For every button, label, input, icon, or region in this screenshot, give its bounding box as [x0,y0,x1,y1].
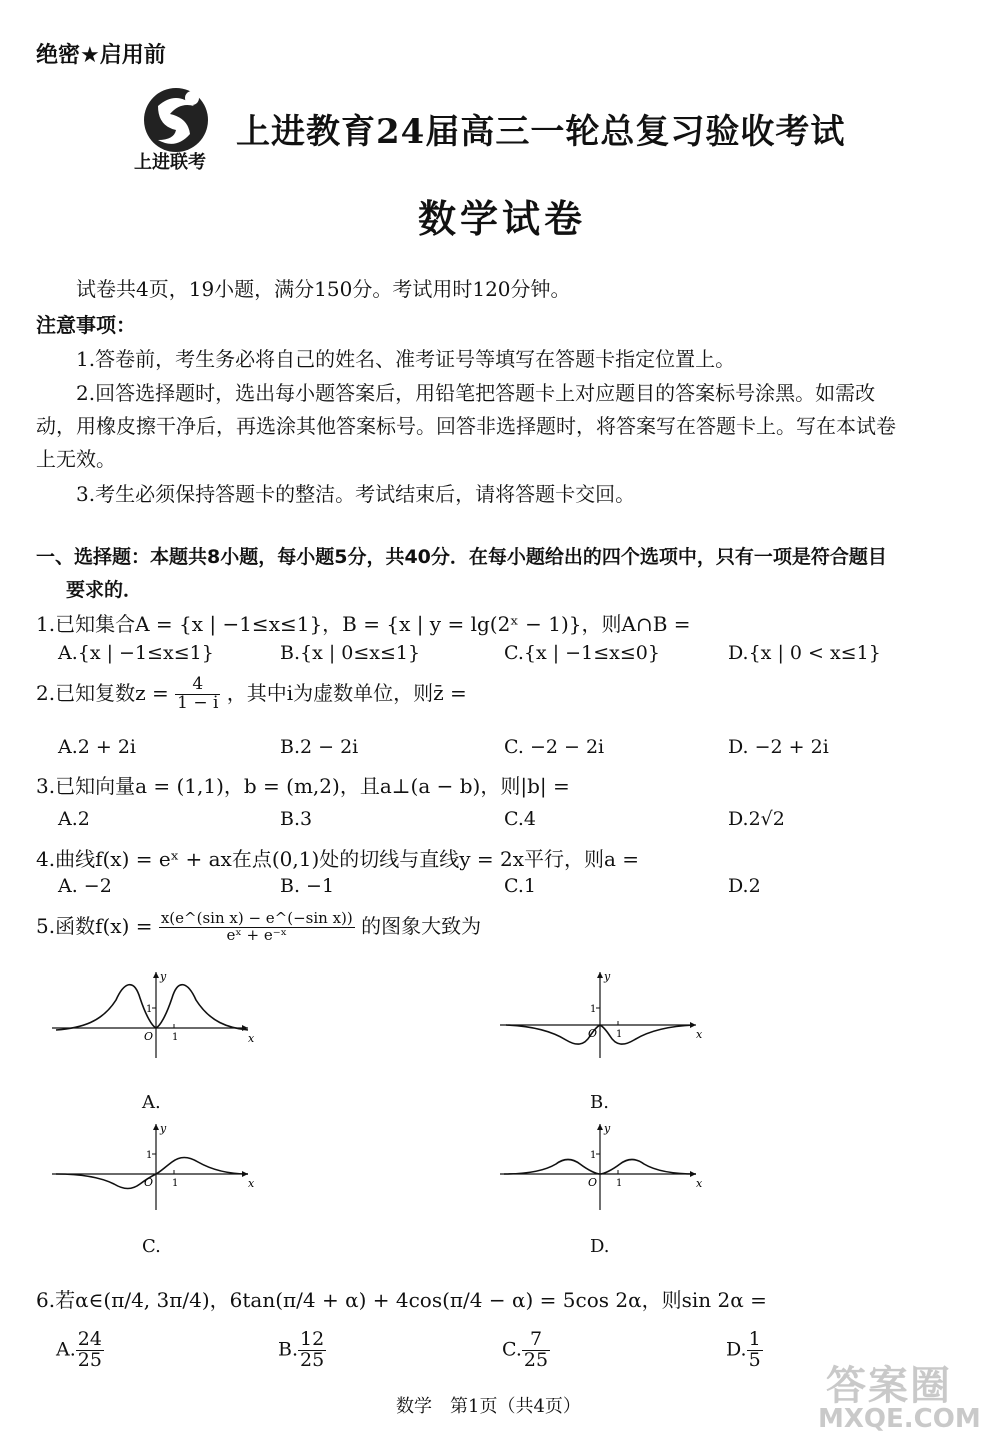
graph-y-label: y [604,1122,611,1135]
q6-option-d: D. $\frac{1}{5}$ [726,1328,761,1371]
notice-item-1: 1.答卷前，考生务必将自己的姓名、准考证号等填写在答题卡指定位置上。 [76,347,736,371]
graph-tick-y: 1 [590,1150,597,1161]
question-3-stem: 3.已知向量a = (1,1)，b = (m,2)，且a⊥(a − b)，则|b| = [36,774,570,798]
graph-tick-x: 1 [616,1029,623,1040]
watermark-url: MXQE.COM [818,1404,981,1434]
q3-option-b: B.3 [280,808,313,830]
q4-option-d: D.2 [728,875,761,897]
graph-y-label: y [604,970,611,983]
question-5-stem: 5.函数f(x) = $\frac{\text{x(e\textasciicircum{}(sin x) − e\textasciicircum{}(−sin x))}}{\text{eˣ + e⁻ˣ}}$ 的图象大致为 [36,909,482,944]
q1-option-a: A.{x | −1≤x≤1} [58,642,214,664]
graph-option-c [52,1122,255,1212]
graph-tick-y: 1 [146,1150,153,1161]
q1-option-d: D.{x | 0 < x≤1} [728,642,881,664]
graph-tick-x: 1 [172,1032,179,1043]
graph-tick-x: 1 [172,1178,179,1189]
graph-origin: O [588,1027,598,1040]
exam-intro: 试卷共4页，19小题，满分150分。考试用时120分钟。 [76,277,571,301]
graph-origin: O [144,1030,154,1043]
q3-option-a: A.2 [58,808,90,830]
q2-option-b: B.2 − 2i [280,736,359,758]
exam-logo [128,84,224,176]
notice-item-2-cont: 动，用橡皮擦干净后，再选涂其他答案标号。回答非选择题时，将答案写在答题卡上。写在本试卷 [36,414,896,438]
q1-option-b: B.{x | 0≤x≤1} [280,642,421,664]
graph-origin: O [144,1176,154,1189]
q2-fraction: $\frac{4}{1 - i}$ [177,674,219,713]
q6-option-c: C. $\frac{7}{25}$ [502,1328,549,1371]
section-title-cont: 要求的． [66,579,143,601]
notice-item-2-end: 上无效。 [36,447,116,471]
graph-y-label: y [160,1122,167,1135]
notice-title: 注意事项： [36,313,136,337]
notice-item-2: 2.回答选择题时，选出每小题答案后，用铅笔把答题卡上对应题目的答案标号涂黑。如需改 [76,381,876,405]
question-1-stem: 1.已知集合A = {x | −1≤x≤1}，B = {x | y = lg(2ˣ − 1)}，则A∩B = [36,612,691,636]
watermark-logo: 答案圈 [826,1363,952,1409]
q4-option-b: B. −1 [280,875,335,897]
page-footer: 数学 第1页（共4页） [396,1396,581,1417]
subject-title: 数学试卷 [418,196,587,241]
graph-origin: O [588,1176,598,1189]
exam-title: 上进教育24届高三一轮总复习验收考试 [236,112,846,152]
graph-tick-y: 1 [146,1004,153,1015]
confidential-mark: 绝密★启用前 [36,43,166,68]
q2-option-c: C. −2 − 2i [504,736,605,758]
graph-y-label: y [160,970,167,983]
graph-label-a: A. [142,1092,161,1113]
q3-option-c: C.4 [504,808,536,830]
graph-option-a [52,970,255,1060]
graph-label-d: D. [590,1236,610,1257]
graph-label-c: C. [142,1236,161,1257]
q2-option-d: D. −2 + 2i [728,736,829,758]
q5-fraction: $\frac{\text{x(e\textasciicircum{}(sin x) − e\textasciicircum{}(−sin x))}}{\text{eˣ + e⁻ˣ}}$ [160,909,353,944]
graph-tick-y: 1 [590,1004,597,1015]
q6-option-b: B. $\frac{12}{25}$ [278,1328,325,1371]
q3-option-d: D.2√2 [728,808,785,830]
graph-x-label: x [248,1032,255,1045]
q4-option-a: A. −2 [58,875,112,897]
graph-tick-x: 1 [616,1178,623,1189]
q6-option-a: A. $\frac{24}{25}$ [56,1328,102,1371]
question-2-stem: 2.已知复数z = $\frac{4}{1 - i}$ ，其中i为虚数单位，则z̄ = [36,674,467,713]
graph-option-b [500,970,703,1060]
graph-option-d [500,1122,703,1212]
notice-item-3: 3.考生必须保持答题卡的整洁。考试结束后，请将答题卡交回。 [76,482,636,506]
graph-x-label: x [696,1028,703,1041]
q2-option-a: A.2 + 2i [58,736,137,758]
q1-option-c: C.{x | −1≤x≤0} [504,642,660,664]
graph-x-label: x [248,1177,255,1190]
question-6-stem: 6.若α∈(π/4, 3π/4)，6tan(π/4 + α) + 4cos(π/4 − α) = 5cos 2α，则sin 2α = [36,1288,767,1312]
logo-text: 上进联考 [134,152,206,173]
graph-label-b: B. [590,1092,609,1113]
q4-option-c: C.1 [504,875,536,897]
graph-x-label: x [696,1177,703,1190]
section-title: 一、选择题：本题共8小题，每小题5分，共40分．在每小题给出的四个选项中，只有一项是符合题目 [36,546,887,568]
question-4-stem: 4.曲线f(x) = eˣ + ax在点(0,1)处的切线与直线y = 2x平行，则a = [36,847,640,871]
